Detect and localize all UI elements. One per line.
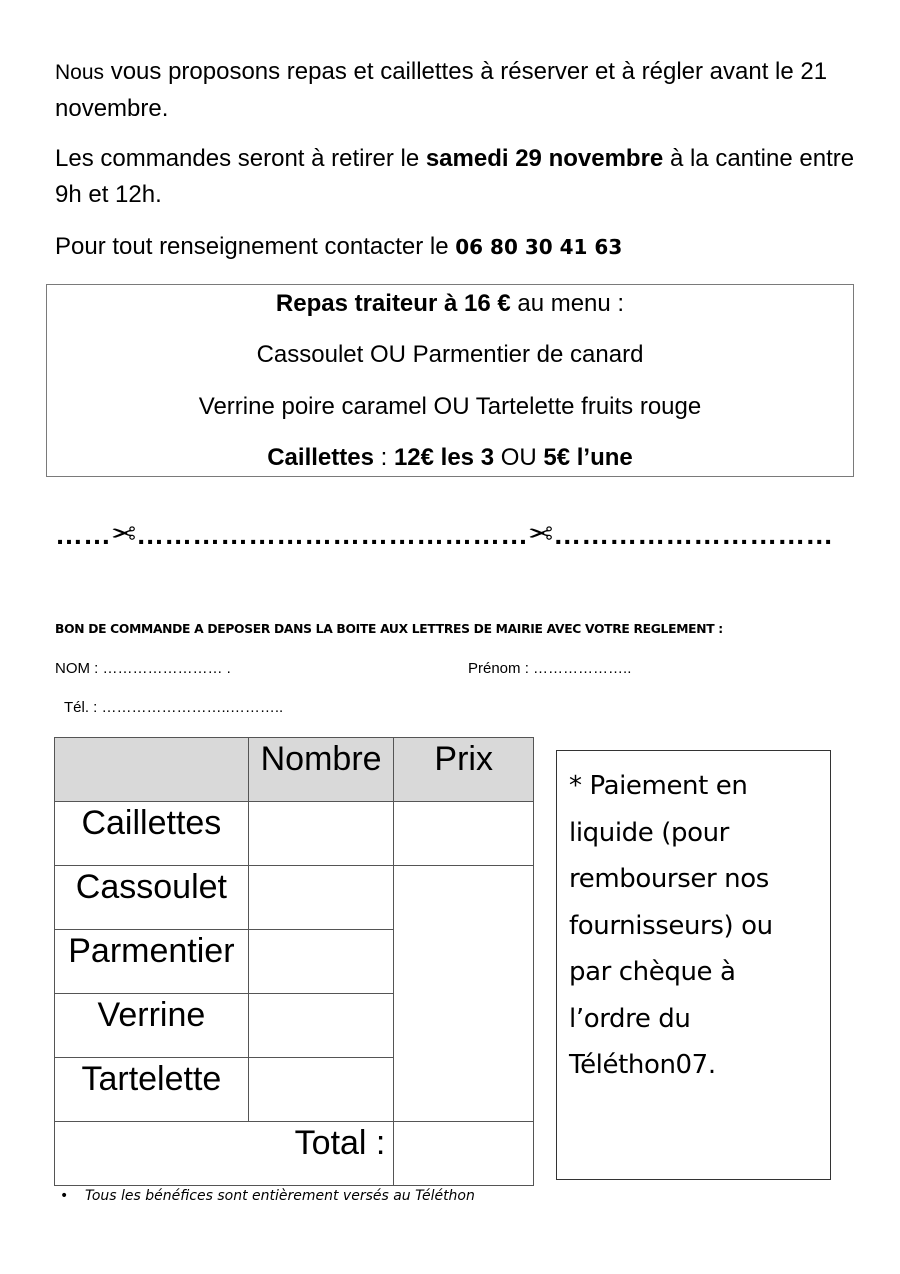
pickup-text-b: à la cantine entre 9h et 12h. bbox=[55, 145, 855, 208]
cut-dots-1: …… bbox=[55, 519, 111, 550]
pickup-text-a: Les commandes seront à retirer le bbox=[55, 145, 426, 172]
contact-text: Pour tout renseignement contacter le bbox=[55, 233, 456, 260]
nombre-cell-tartelette bbox=[248, 1058, 394, 1122]
intro-paragraph-1 bbox=[55, 54, 855, 127]
header-prix: Prix bbox=[394, 738, 534, 802]
prix-cell-repas bbox=[394, 866, 534, 1122]
row-label-cassoulet: Cassoulet bbox=[55, 866, 249, 930]
menu-box bbox=[46, 284, 854, 477]
header-empty-cell bbox=[55, 738, 249, 802]
pickup-date: samedi 29 novembre bbox=[425, 145, 664, 172]
footnote bbox=[60, 1188, 475, 1204]
caillettes-or: OU bbox=[494, 444, 544, 471]
intro-first-word: Nous bbox=[55, 61, 105, 84]
tel-field: Tél. : ……………………..……….. bbox=[64, 699, 284, 716]
table-row bbox=[55, 802, 534, 866]
table-row bbox=[55, 866, 534, 930]
intro-text-1: vous proposons repas et caillettes à réserver et à régler avant le 21 novembre. bbox=[55, 58, 828, 122]
prix-cell-caillettes bbox=[394, 802, 534, 866]
total-value-cell bbox=[394, 1122, 534, 1186]
menu-title bbox=[47, 286, 853, 322]
header-nombre: Nombre bbox=[248, 738, 394, 802]
scissors-icon: ✂ bbox=[111, 518, 137, 551]
nombre-cell-verrine bbox=[248, 994, 394, 1058]
cut-dots-3: ………………………… bbox=[553, 519, 834, 550]
menu-dessert-options: Verrine poire caramel OU Tartelette fruits rouge bbox=[198, 393, 702, 420]
menu-price: Repas traiteur à 16 € bbox=[275, 290, 511, 317]
intro-paragraph-3 bbox=[55, 229, 855, 265]
table-header-row bbox=[55, 738, 534, 802]
menu-caillettes-price bbox=[47, 440, 853, 476]
contact-phone: 06 80 30 41 63 bbox=[455, 235, 623, 259]
row-label-caillettes: Caillettes bbox=[55, 802, 249, 866]
nombre-cell-parmentier bbox=[248, 930, 394, 994]
nombre-cell-cassoulet bbox=[248, 866, 394, 930]
intro-paragraph-2 bbox=[55, 141, 855, 213]
row-label-tartelette: Tartelette bbox=[55, 1058, 249, 1122]
menu-main-options: Cassoulet OU Parmentier de canard bbox=[256, 341, 644, 368]
cut-line bbox=[55, 515, 845, 555]
menu-title-rest: au menu : bbox=[510, 290, 625, 317]
nombre-cell-caillettes bbox=[248, 802, 394, 866]
scissors-icon: ✂ bbox=[528, 518, 554, 551]
cut-dots-2: …………………………………… bbox=[136, 519, 529, 550]
order-table bbox=[54, 737, 534, 1186]
prenom-field: Prénom : ……………….. bbox=[468, 660, 632, 677]
caillettes-sep: : bbox=[373, 444, 394, 471]
caillettes-price-3: 12€ les 3 bbox=[393, 444, 495, 471]
nom-field: NOM : …………………… . bbox=[55, 660, 231, 677]
bullet-icon: • bbox=[60, 1188, 69, 1204]
total-label: Total : bbox=[55, 1122, 394, 1186]
row-label-verrine: Verrine bbox=[55, 994, 249, 1058]
caillettes-price-1: 5€ l’une bbox=[543, 444, 633, 471]
caillettes-label: Caillettes bbox=[267, 444, 374, 471]
payment-note: * Paiement en liquide (pour rembourser nos fournisseurs) ou par chèque à l’ordre du Téléthon07. bbox=[556, 750, 831, 1180]
footnote-text: Tous les bénéfices sont entièrement versés au Téléthon bbox=[85, 1188, 475, 1204]
order-form-heading: BON DE COMMANDE A DEPOSER DANS LA BOITE AUX LETTRES DE MAIRIE AVEC VOTRE REGLEMENT : bbox=[55, 622, 723, 636]
row-label-parmentier: Parmentier bbox=[55, 930, 249, 994]
table-total-row bbox=[55, 1122, 534, 1186]
